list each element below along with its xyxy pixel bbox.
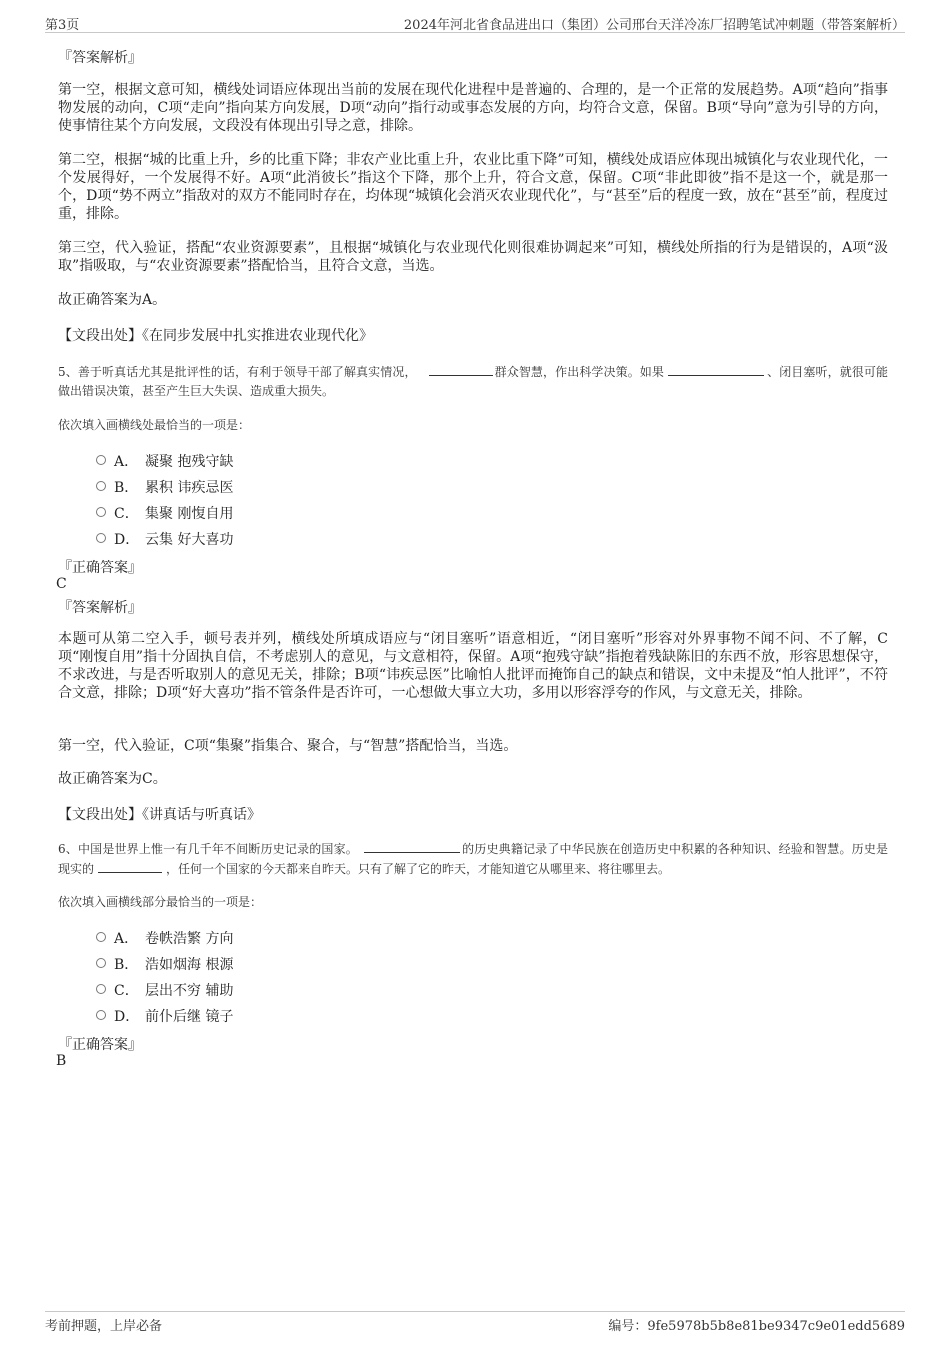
option-key: D． — [114, 532, 140, 548]
fill-blank — [429, 362, 493, 376]
option-text: 卷帙浩繁 方向 — [145, 931, 234, 947]
option-key: B． — [114, 480, 139, 496]
radio-button[interactable] — [96, 533, 106, 543]
radio-button[interactable] — [96, 1010, 106, 1020]
option-text: 累积 讳疾忌医 — [145, 480, 234, 496]
option-key: C． — [114, 506, 139, 522]
option-text: 凝聚 抱残守缺 — [145, 454, 234, 470]
source-reference: 【文段出处】《讲真话与听真话》 — [58, 807, 261, 823]
question-text: 、闭目塞听，就很可能做出错误决策，甚至产生巨大失误、造成重大损失。 — [58, 365, 888, 398]
option-key: C． — [114, 983, 139, 999]
conclusion-text: 故正确答案为C。 — [58, 771, 167, 787]
question-instruction: 依次填入画横线处最恰当的一项是： — [58, 418, 251, 432]
document-serial: 编号：9fe5978b5b8e81be9347c9e01edd5689 — [608, 1319, 905, 1334]
radio-button[interactable] — [96, 507, 106, 517]
analysis-label: 『答案解析』 — [58, 50, 142, 66]
question-5-stem — [58, 362, 888, 401]
question-text: 5、善于听真话尤其是批评性的话，有利于领导干部了解真实情况， — [58, 365, 417, 379]
correct-answer: B — [56, 1053, 67, 1069]
footer-slogan: 考前押题，上岸必备 — [45, 1319, 163, 1334]
correct-answer-label: 『正确答案』 — [58, 560, 142, 576]
question-text: 6、中国是世界上惟一有几千年不间断历史记录的国家。 — [58, 842, 358, 856]
analysis-paragraph: 第一空，代入验证，C项“集聚”指集合、聚合，与“智慧”搭配恰当，当选。 — [58, 738, 518, 754]
page-number: 第3页 — [45, 18, 80, 33]
option-text: 层出不穷 辅助 — [145, 983, 234, 999]
question-text: ，任何一个国家的今天都来自昨天。只有了解了它的昨天，才能知道它从哪里来、将往哪里去。 — [166, 862, 671, 876]
analysis-paragraph: 第二空，根据“城的比重上升，乡的比重下降；非农产业比重上升，农业比重下降”可知，横线处成语应体现出城镇化与农业现代化，一个发展得好，一个发展得不好。A项“此消彼长”指这个下降，那个上升，符合文意，保留。C项“非此即彼”指不是这一个，就是那一个，D项“势不两立”指敌对的双方不能同时存在，均体现“城镇化会消灭农业现代化”，与“甚至”后的程度一致，放在“甚至”前，程度过重，排除。 — [58, 152, 888, 222]
option-text: 浩如烟海 根源 — [145, 957, 234, 973]
correct-answer: C — [56, 576, 67, 592]
option-key: D． — [114, 1009, 140, 1025]
document-title: 2024年河北省食品进出口（集团）公司邢台天洋冷冻厂招聘笔试冲刺题（带答案解析） — [403, 18, 905, 33]
option-text: 集聚 刚愎自用 — [145, 506, 234, 522]
analysis-paragraph: 本题可从第二空入手，顿号表并列，横线处所填成语应与“闭目塞听”语意相近，“闭目塞听”形容对外界事物不闻不问、不了解，C项“刚愎自用”指十分固执自信，不考虑别人的意见，与文意相符，保留。A项“抱残守缺”指抱着残缺陈旧的东西不放，形容思想保守，不求改进，与是否听取别人的意见无关，排除；B项“讳疾忌医”比喻怕人批评而掩饰自己的缺点和错误，文中未提及“怕人批评”，不符合文意，排除；D项“好大喜功”指不管条件是否许可，一心想做大事立大功，多用以形容浮夸的作风，与文意无关，排除。 — [58, 631, 888, 701]
fill-blank — [98, 859, 162, 873]
source-reference: 【文段出处】《在同步发展中扎实推进农业现代化》 — [58, 328, 373, 344]
conclusion-text: 故正确答案为A。 — [58, 292, 167, 308]
radio-button[interactable] — [96, 958, 106, 968]
radio-button[interactable] — [96, 984, 106, 994]
analysis-paragraph: 第三空，代入验证，搭配“农业资源要素”，且根据“城镇化与农业现代化则很难协调起来”可知，横线处所指的行为是错误的，A项“汲取”指吸取，与“农业资源要素”搭配恰当，且符合文意，当选。 — [58, 240, 888, 274]
option-key: B． — [114, 957, 139, 973]
question-text: 的历史典籍记录了中华民族在创造历史中积累的各种知识、经验和智慧。历史是现实的 — [58, 842, 888, 876]
analysis-paragraph: 第一空，根据文意可知，横线处词语应体现出当前的发展在现代化进程中是普遍的、合理的，是一个正常的发展趋势。A项“趋向”指事物发展的动向，C项“走向”指向某方向发展，D项“动向”指行动或事态发展的方向，均符合文意，保留。B项“导向”意为引导的方向，使事情往某个方向发展，文段没有体现出引导之意，排除。 — [58, 82, 888, 134]
radio-button[interactable] — [96, 481, 106, 491]
radio-button[interactable] — [96, 455, 106, 465]
fill-blank — [668, 362, 764, 376]
question-6-stem — [58, 839, 888, 879]
fill-blank — [364, 839, 460, 853]
option-key: A． — [114, 931, 139, 947]
analysis-label: 『答案解析』 — [58, 600, 142, 616]
correct-answer-label: 『正确答案』 — [58, 1037, 142, 1053]
question-text: 群众智慧，作出科学决策。如果 — [494, 365, 665, 379]
page-header — [45, 14, 905, 33]
page-footer — [45, 1311, 905, 1332]
option-text: 云集 好大喜功 — [145, 532, 234, 548]
option-text: 前仆后继 镜子 — [145, 1009, 234, 1025]
radio-button[interactable] — [96, 932, 106, 942]
option-key: A． — [114, 454, 139, 470]
question-instruction: 依次填入画横线部分最恰当的一项是： — [58, 895, 263, 909]
